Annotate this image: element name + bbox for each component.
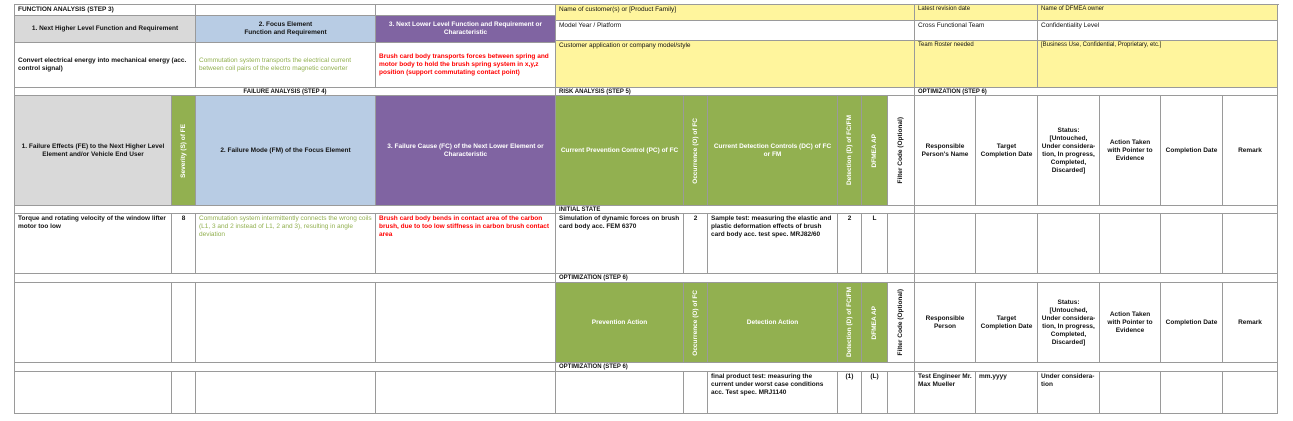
detection-header-2-text: Detection (D) of FC/FM (845, 287, 853, 358)
action-taken-header-2[interactable]: Action Taken with Pointer to Evidence (1100, 283, 1161, 363)
action-taken-header[interactable]: Action Taken with Pointer to Evidence (1100, 96, 1161, 206)
status-header[interactable]: Status: [Untouched, Under considera-tion, In progress, Completed, Discarded] (1038, 96, 1100, 206)
detection-controls-value[interactable]: Sample test: measuring the elastic and plastic deformation effects of brush card body acc. test spec. MRJ82/60 (708, 214, 838, 274)
responsible-person-value[interactable] (915, 214, 976, 274)
prevention-action-header[interactable]: Prevention Action (556, 283, 684, 363)
failure-mode-header[interactable]: 2. Failure Mode (FM) of the Focus Element (196, 96, 376, 206)
function-analysis-title[interactable]: FUNCTION ANALYSIS (STEP 3) (15, 5, 196, 16)
focus-element-header-line2: Function and Requirement (244, 29, 327, 36)
occurrence-header-text: Occurrence (O) of FC (691, 117, 699, 184)
occurrence-value[interactable]: 2 (684, 214, 708, 274)
completion-date-header[interactable]: Completion Date (1161, 96, 1223, 206)
severity-header[interactable] (172, 96, 196, 206)
dfmea-ap-value[interactable]: L (862, 214, 888, 274)
responsible-person-value-2[interactable]: Test Engineer Mr. Max Mueller (915, 372, 976, 414)
detection-header-text: Detection (D) of FC/FM (845, 115, 853, 186)
optimization-title-3[interactable]: OPTIMIZATION (STEP 6) (556, 363, 915, 372)
filter-code-value-2[interactable] (888, 372, 915, 414)
failure-effect-value[interactable]: Torque and rotating velocity of the window lifter motor too low (15, 214, 172, 274)
cell[interactable] (376, 5, 556, 16)
filter-code-header-text: Filter Code (Optional) (897, 117, 904, 184)
dfmea-ap-header-text: DFMEA AP (870, 133, 878, 168)
next-lower-level-header[interactable]: 3. Next Lower Level Function and Requirement or Characteristic (376, 16, 556, 43)
filter-code-header-2[interactable] (888, 283, 915, 363)
cell[interactable] (196, 283, 376, 363)
remark-value-2[interactable] (1223, 372, 1278, 414)
action-taken-value-2[interactable] (1100, 372, 1161, 414)
cross-functional-team-field[interactable]: Cross Functional Team (915, 21, 1038, 41)
cell[interactable] (15, 274, 556, 283)
detection-value-2[interactable]: (1) (838, 372, 862, 414)
occurrence-value-2[interactable] (684, 372, 708, 414)
initial-state-label[interactable]: INITIAL STATE (556, 206, 915, 214)
cell[interactable] (376, 372, 556, 414)
filter-code-value[interactable] (888, 214, 915, 274)
status-value[interactable] (1038, 214, 1100, 274)
detection-header-2[interactable] (838, 283, 862, 363)
cell[interactable] (915, 363, 1278, 372)
occurrence-header[interactable] (684, 96, 708, 206)
customer-application-field[interactable]: Customer application or company model/style (556, 41, 915, 88)
latest-revision-field[interactable]: Latest revision date (915, 5, 1038, 21)
filter-code-header[interactable] (888, 96, 915, 206)
team-roster-field[interactable]: Team Roster needed (915, 41, 1038, 88)
dfmea-ap-header-2[interactable] (862, 283, 888, 363)
cell[interactable] (15, 283, 172, 363)
status-value-2[interactable]: Under considera-tion (1038, 372, 1100, 414)
target-date-header-2[interactable]: Target Completion Date (976, 283, 1038, 363)
prevention-action-value[interactable] (556, 372, 684, 414)
dfmea-ap-value-2[interactable]: (L) (862, 372, 888, 414)
completion-date-value-2[interactable] (1161, 372, 1223, 414)
detection-value[interactable]: 2 (838, 214, 862, 274)
failure-cause-header[interactable]: 3. Failure Cause (FC) of the Next Lower Element or Characteristic (376, 96, 556, 206)
target-date-value-2[interactable]: mm.yyyy (976, 372, 1038, 414)
occurrence-header-2-text: Occurrence (O) of FC (691, 289, 699, 356)
cell[interactable] (196, 372, 376, 414)
cell[interactable] (172, 372, 196, 414)
cell[interactable] (915, 274, 1278, 283)
function-next-higher-level[interactable]: Convert electrical energy into mechanical energy (acc. control signal) (15, 43, 196, 88)
optimization-title-2[interactable]: OPTIMIZATION (STEP 6) (556, 274, 915, 283)
detection-action-header[interactable]: Detection Action (708, 283, 838, 363)
detection-header[interactable] (838, 96, 862, 206)
confidentiality-level-field[interactable]: Confidentiality Level (1038, 21, 1278, 41)
cell[interactable] (15, 363, 556, 372)
failure-cause-value[interactable]: Brush card body bends in contact area of the carbon brush, due to too low stiffness in carbon brush contact area (376, 214, 556, 274)
completion-date-header-2[interactable]: Completion Date (1161, 283, 1223, 363)
dfmea-ap-header-2-text: DFMEA AP (870, 305, 878, 340)
cell[interactable] (15, 372, 172, 414)
detection-action-value[interactable]: final product test: measuring the current under worst case conditions acc. Test spec. MRJ1140 (708, 372, 838, 414)
business-use-field[interactable]: [Business Use, Confidential, Proprietary, etc.] (1038, 41, 1278, 88)
focus-element-header-line1: 2. Focus Element (258, 21, 313, 28)
occurrence-header-2[interactable] (684, 283, 708, 363)
failure-mode-value[interactable]: Commutation system intermittently connects the wrong coils (L1, 3 and 2 instead of L1, 2 and 3), resulting in angle deviation (196, 214, 376, 274)
risk-analysis-title[interactable]: RISK ANALYSIS (STEP 5) (556, 88, 915, 96)
filter-code-header-2-text: Filter Code (Optional) (897, 289, 904, 356)
customer-name-field[interactable]: Name of customer(s) or [Product Family] (556, 5, 915, 21)
prevention-control-header[interactable]: Current Prevention Control (PC) of FC (556, 96, 684, 206)
focus-element-header[interactable] (196, 16, 376, 43)
next-higher-level-header[interactable]: 1. Next Higher Level Function and Requirement (15, 16, 196, 43)
target-date-value[interactable] (976, 214, 1038, 274)
failure-effects-header[interactable]: 1. Failure Effects (FE) to the Next Higher Level Element and/or Vehicle End User (15, 96, 172, 206)
sheet-left-border (14, 5, 15, 414)
responsible-person-header-2[interactable]: Responsible Person (915, 283, 976, 363)
cell[interactable] (196, 5, 376, 16)
detection-controls-header[interactable]: Current Detection Controls (DC) of FC or FM (708, 96, 838, 206)
prevention-control-value[interactable]: Simulation of dynamic forces on brush card body acc. FEM 6370 (556, 214, 684, 274)
completion-date-value[interactable] (1161, 214, 1223, 274)
cell[interactable] (915, 206, 1278, 214)
target-date-header[interactable]: Target Completion Date (976, 96, 1038, 206)
optimization-title[interactable]: OPTIMIZATION (STEP 6) (915, 88, 1278, 96)
cell[interactable] (376, 283, 556, 363)
action-taken-value[interactable] (1100, 214, 1161, 274)
responsible-person-header[interactable]: Responsible Person's Name (915, 96, 976, 206)
cell[interactable] (172, 283, 196, 363)
function-next-lower-level[interactable]: Brush card body transports forces between spring and motor body to hold the brush spring system in x,y,z position (support commutating contact point) (376, 43, 556, 88)
function-focus-element[interactable]: Commutation system transports the electrical current between coil pairs of the electro magnetic converter (196, 43, 376, 88)
severity-header-text: Severity (S) of FE (179, 123, 187, 178)
sheet-top-border (14, 4, 1279, 5)
model-year-field[interactable]: Model Year / Platform (556, 21, 915, 41)
failure-analysis-title[interactable]: FAILURE ANALYSIS (STEP 4) (15, 88, 556, 96)
remark-header-2[interactable]: Remark (1223, 283, 1278, 363)
cell[interactable] (15, 206, 556, 214)
dfmea-ap-header[interactable] (862, 96, 888, 206)
status-header-2[interactable]: Status: [Untouched, Under considera-tion, In progress, Completed, Discarded] (1038, 283, 1100, 363)
severity-value[interactable]: 8 (172, 214, 196, 274)
dfmea-owner-field[interactable]: Name of DFMEA owner (1038, 5, 1278, 21)
remark-header[interactable]: Remark (1223, 96, 1278, 206)
remark-value[interactable] (1223, 214, 1278, 274)
